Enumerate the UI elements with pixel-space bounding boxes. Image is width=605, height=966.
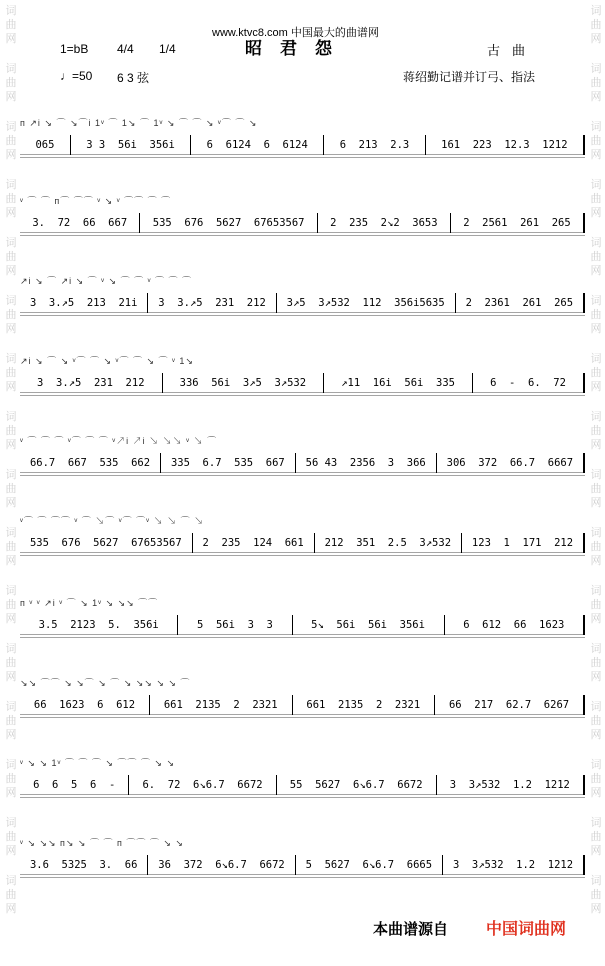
measure: 6. 72 6↘6.7 6672 [142,779,263,791]
measure: 3.6 5325 3. 66 [29,859,138,871]
watermark-char: 网 [590,322,602,335]
watermark-char: 网 [5,612,17,625]
score-line [20,678,585,720]
measure: 661 2135 2 2321 [306,699,421,711]
measure: 3 3.↗5 213 21i [29,297,138,309]
watermark-char: 词 [590,526,602,539]
watermark-char: 词 [5,468,17,481]
watermark-char: 词 [5,816,17,829]
measure: 065 [35,139,55,151]
barline [583,775,585,795]
beam-underline [20,714,585,718]
watermark-char: 曲 [5,424,17,437]
watermark-char: 曲 [590,656,602,669]
watermark-char: 网 [590,554,602,567]
measure: 6 213 2.3 [339,139,410,151]
watermark-char: 词 [590,584,602,597]
barline [583,855,585,875]
key-signature: 1=bB [60,42,89,56]
watermark-char: 词 [5,526,17,539]
watermark-char: 词 [5,120,17,133]
time-signature-main: 4/4 [117,42,134,56]
measure: ↗11 16i 56i 335 [341,377,455,389]
watermark-char: 曲 [5,76,17,89]
measure: 3 3 56i 356i [86,139,175,151]
measure: 661 2135 2 2321 [163,699,278,711]
watermark-char: 曲 [5,18,17,31]
measure: 3 3↗532 1.2 1212 [452,859,574,871]
watermark-char: 曲 [5,192,17,205]
watermark-char: 网 [5,206,17,219]
watermark-char: 词 [590,816,602,829]
bowing-marks: ᵛ⌒ ⌒ ⌒⌒ ᵛ ⌒ ↘⌒ ᵛ⌒ ⌒ᵛ ↘ ↘ ⌒ ↘ [20,516,205,526]
string-tuning: 6 3 弦 [117,71,150,85]
watermark-char: 曲 [590,482,602,495]
measure: 66 217 62.7 6267 [448,699,570,711]
watermark-char: 曲 [5,134,17,147]
measure: 36 372 6↘6.7 6672 [158,859,285,871]
measure: 6 - 6. 72 [490,377,566,389]
watermark-char: 曲 [5,366,17,379]
measure: 5 56i 3 3 [197,619,273,631]
measure: 3 3.↗5 231 212 [37,377,145,389]
measure: 3 3.↗5 231 212 [158,297,266,309]
watermark-char: 网 [5,438,17,451]
barline [583,695,585,715]
watermark-char: 曲 [590,18,602,31]
watermark-char: 曲 [5,714,17,727]
watermark-char: 网 [5,554,17,567]
watermark-char: 网 [590,380,602,393]
bowing-marks: ↗i ↘ ⌒ ↗i ↘ ⌒ ᵛ ↘ ⌒ ⌒ ᵛ ⌒ ⌒ ⌒ [20,276,192,286]
watermark-char: 网 [590,670,602,683]
watermark-char: 网 [590,612,602,625]
measure: 2 235 124 661 [202,537,304,549]
watermark-char: 词 [5,874,17,887]
score-line [20,276,585,318]
watermark-char: 词 [590,874,602,887]
watermark-char: 曲 [590,598,602,611]
measure: 5↘ 56i 56i 356i [311,619,425,631]
measure: 2 2561 261 265 [463,217,571,229]
barline [583,615,585,635]
watermark-char: 词 [5,352,17,365]
watermark-char: 曲 [590,830,602,843]
beam-underline [20,232,585,236]
watermark-char: 曲 [590,772,602,785]
measure: 66.7 667 535 662 [29,457,151,469]
watermark-char: 词 [590,410,602,423]
watermark-char: 词 [590,294,602,307]
score-line [20,356,585,398]
watermark-char: 词 [5,758,17,771]
watermark-char: 曲 [590,308,602,321]
watermark-char: 词 [590,642,602,655]
watermark-char: 曲 [5,250,17,263]
bowing-marks: ᴨ ᵛ ᵛ ↗i ᵛ ⌒ ↘ 1ᵛ ↘ ↘↘ ⌒⌒ [20,598,159,608]
watermark-char: 网 [5,322,17,335]
beam-underline [20,794,585,798]
measure: 6 6124 6 6124 [206,139,308,151]
source-label: 本曲谱源自 [373,921,449,938]
watermark-char: 词 [590,758,602,771]
score-line [20,758,585,800]
watermark-char: 词 [5,700,17,713]
watermark-char: 词 [5,410,17,423]
watermark-char: 曲 [590,192,602,205]
barline [583,533,585,553]
beam-underline [20,154,585,158]
score-line [20,196,585,238]
watermark-char: 网 [5,902,17,915]
score-title: 昭君怨 [245,39,350,59]
beam-underline [20,634,585,638]
measure: 55 5627 6↘6.7 6672 [289,779,423,791]
watermark-char: 词 [590,700,602,713]
watermark-char: 网 [5,380,17,393]
source-site: 中国词曲网 [486,921,567,938]
composer: 古曲 [487,43,538,58]
watermark-char: 网 [590,902,602,915]
watermark-char: 网 [5,670,17,683]
bowing-marks: ᵛ ⌒ ⌒ ᴨ⌒ ⌒⌒ ᵛ ↘ ᵛ ⌒⌒ ⌒ ⌒ [20,196,172,206]
watermark-char: 词 [5,584,17,597]
watermark-char: 网 [590,90,602,103]
measure: 123 1 171 212 [471,537,574,549]
bowing-marks: ᵛ ↘ ↘ 1ᵛ ⌒ ⌒ ⌒ ↘ ⌒⌒ ⌒ ↘ ↘ [20,758,175,768]
measure: 56 43 2356 3 366 [305,457,426,469]
watermark-left [2,0,20,966]
watermark-char: 曲 [590,540,602,553]
site-line: www.ktvc8.com 中国最大的曲谱网 [212,27,379,39]
measure: 212 351 2.5 3↗532 [324,537,452,549]
tempo-marking: ♩=50 [60,69,93,83]
watermark-char: 曲 [5,656,17,669]
measure: 336 56i 3↗5 3↗532 [179,377,307,389]
watermark-char: 网 [5,496,17,509]
time-signature-alt: 1/4 [159,42,176,56]
watermark-char: 曲 [5,598,17,611]
watermark-char: 网 [5,32,17,45]
watermark-char: 曲 [590,134,602,147]
watermark-char: 曲 [5,540,17,553]
watermark-char: 网 [5,148,17,161]
watermark-char: 网 [590,496,602,509]
watermark-char: 网 [590,438,602,451]
bowing-marks: ᵛ ⌒ ⌒ ⌒ ᵛ⌒ ⌒ ⌒ ᵛ↗i ↗i ↘ ↘↘ ᵛ ↘ ⌒ [20,436,218,446]
barline [583,135,585,155]
watermark-char: 网 [590,728,602,741]
measure: 3 3↗532 1.2 1212 [449,779,570,791]
watermark-char: 曲 [5,830,17,843]
watermark-char: 曲 [590,366,602,379]
measure: 3↗5 3↗532 112 356i5635 [286,297,445,309]
watermark-char: 网 [590,844,602,857]
watermark-right [587,0,605,966]
score-line [20,118,585,160]
watermark-char: 曲 [5,308,17,321]
watermark-char: 网 [590,148,602,161]
measure: 535 676 5627 67653567 [29,537,182,549]
watermark-char: 网 [5,90,17,103]
watermark-char: 词 [590,352,602,365]
watermark-char: 网 [590,786,602,799]
beam-underline [20,552,585,556]
watermark-char: 词 [590,178,602,191]
watermark-char: 词 [5,4,17,17]
watermark-char: 词 [5,178,17,191]
editor-credit: 蒋绍勤记谱并订弓、指法 [403,70,536,84]
score-line [20,838,585,880]
measure: 5 5627 6↘6.7 6665 [305,859,433,871]
bowing-marks: ᵛ ↘ ↘↘ ᴨ↘ ↘ ⌒ ⌒ ᴨ ⌒⌒ ⌒ ↘ ↘ [20,838,184,848]
bowing-marks: ᴨ ↗i ↘ ⌒ ↘⌒i 1ᵛ ⌒ 1↘ ⌒ 1ᵛ ↘ ⌒ ⌒ ↘ ᵛ⌒ ⌒ ↘ [20,118,258,128]
bowing-marks: ↘↘ ⌒⌒ ↘ ↘⌒ ↘ ⌒ ↘ ↘↘ ↘ ↘ ⌒ [20,678,191,688]
watermark-char: 词 [590,62,602,75]
barline [583,213,585,233]
measure: 6 6 5 6 - [33,779,116,791]
measure: 3.5 2123 5. 356i [38,619,159,631]
measure: 3. 72 66 667 [32,217,128,229]
watermark-char: 网 [5,264,17,277]
watermark-char: 词 [590,120,602,133]
beam-underline [20,392,585,396]
bowing-marks: ↗i ↘ ⌒ ↘ ᵛ⌒ ⌒ ↘ ᵛ⌒ ⌒ ↘ ⌒ ᵛ 1↘ [20,356,194,366]
measure: 335 6.7 535 667 [170,457,285,469]
watermark-char: 曲 [590,424,602,437]
watermark-char: 网 [5,844,17,857]
barline [583,293,585,313]
watermark-char: 曲 [5,482,17,495]
measure: 2 235 2↘2 3653 [330,217,438,229]
measure: 306 372 66.7 6667 [446,457,574,469]
score-line [20,436,585,478]
watermark-char: 网 [590,264,602,277]
watermark-char: 曲 [590,714,602,727]
watermark-char: 词 [590,468,602,481]
beam-underline [20,874,585,878]
measure: 535 676 5627 67653567 [152,217,305,229]
score-line [20,598,585,640]
watermark-char: 曲 [5,772,17,785]
watermark-char: 词 [5,62,17,75]
watermark-char: 网 [590,206,602,219]
watermark-char: 词 [5,236,17,249]
watermark-char: 词 [5,642,17,655]
measure: 2 2361 261 265 [465,297,574,309]
watermark-char: 网 [5,728,17,741]
watermark-char: 曲 [5,888,17,901]
measure: 6 612 66 1623 [463,619,565,631]
watermark-char: 网 [590,32,602,45]
watermark-char: 词 [590,236,602,249]
barline [583,373,585,393]
watermark-char: 词 [590,4,602,17]
measure: 66 1623 6 612 [33,699,136,711]
barline [583,453,585,473]
watermark-char: 曲 [590,250,602,263]
score-line [20,516,585,558]
watermark-char: 网 [5,786,17,799]
beam-underline [20,472,585,476]
measure: 161 223 12.3 1212 [441,139,568,151]
beam-underline [20,312,585,316]
watermark-char: 曲 [590,76,602,89]
watermark-char: 词 [5,294,17,307]
watermark-char: 曲 [590,888,602,901]
